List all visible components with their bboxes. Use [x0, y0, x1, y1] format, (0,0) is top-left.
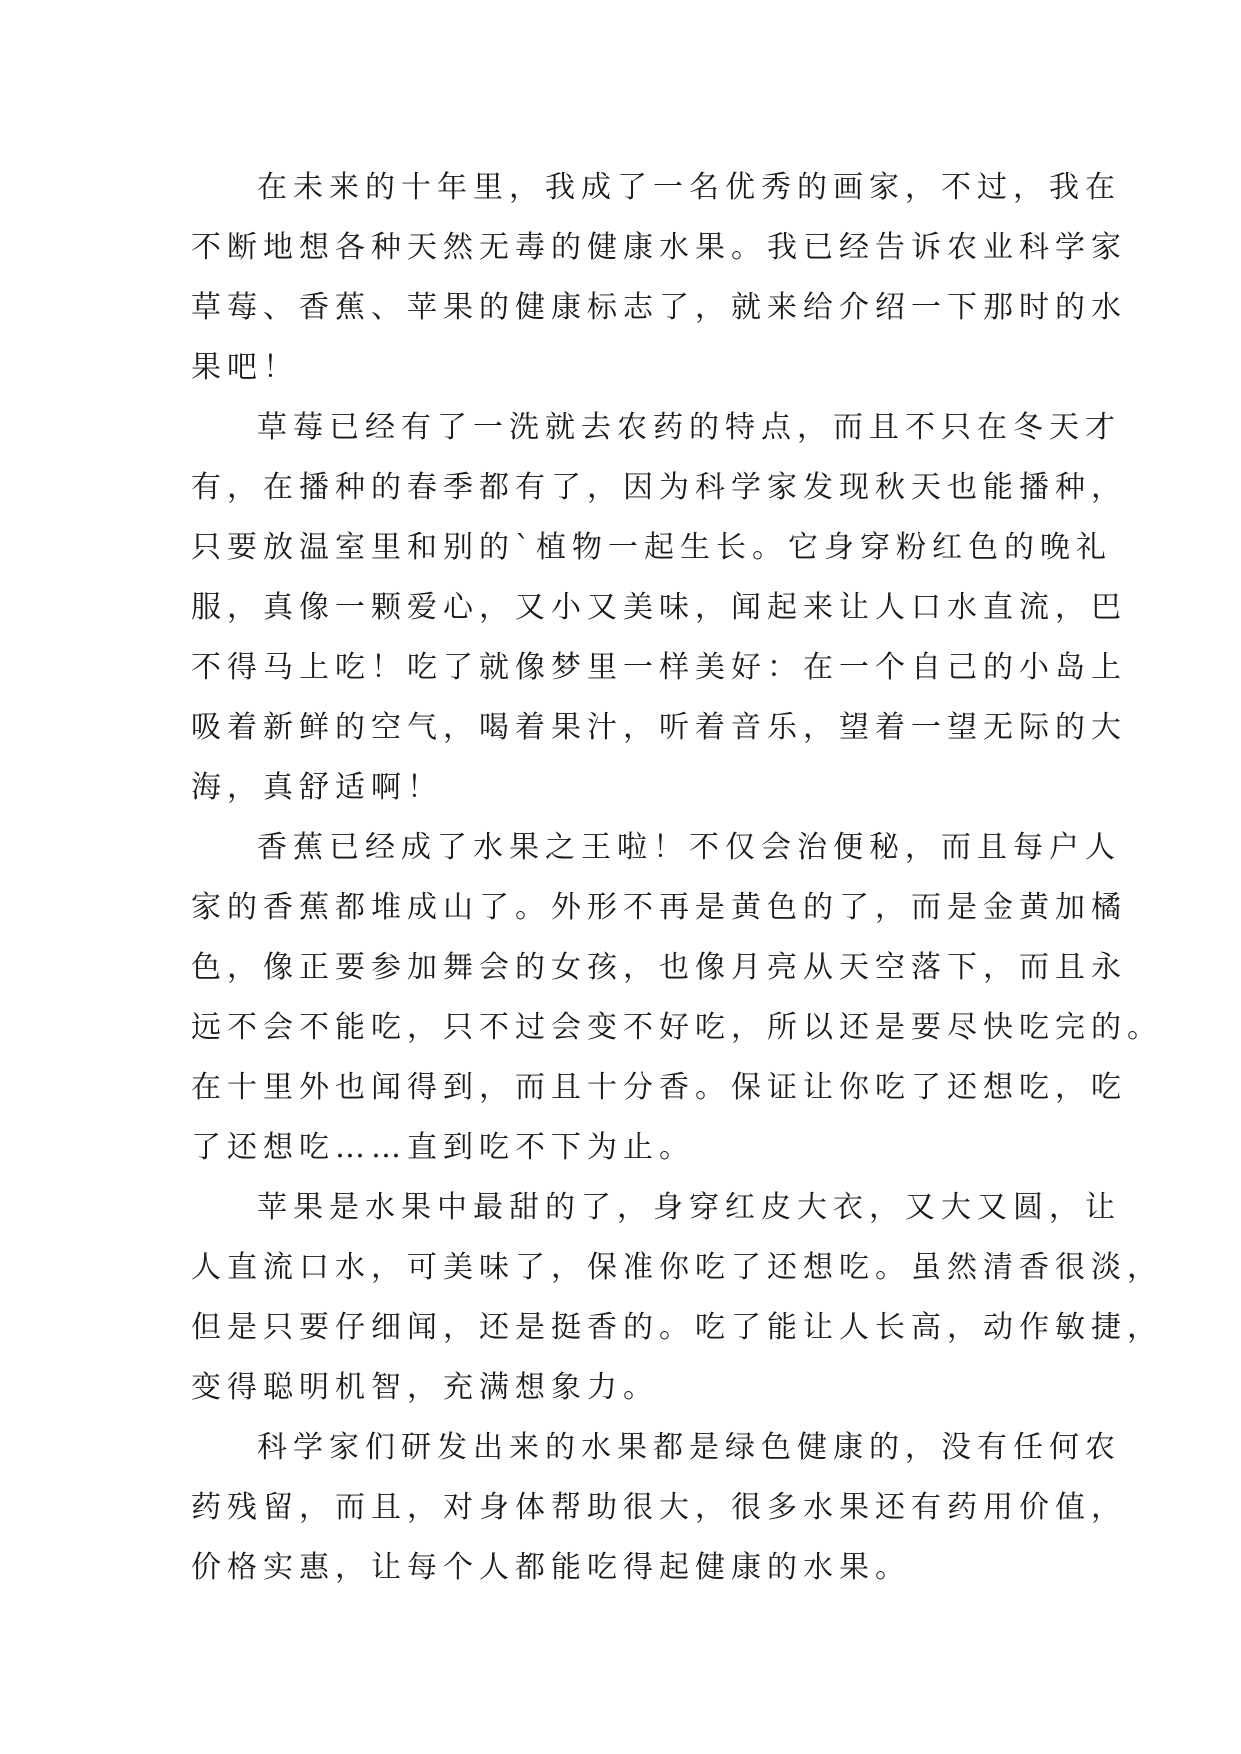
paragraph-1 — [191, 158, 1127, 398]
text-line: 不断地想各种天然无毒的健康水果。我已经告诉农业科学家 — [191, 230, 1127, 265]
text-line: 吸着新鲜的空气，喝着果汁，听着音乐，望着一望无际的大 — [191, 710, 1127, 745]
text-line: 在未来的十年里，我成了一名优秀的画家，不过，我在 — [257, 170, 1121, 205]
text-line: 海，真舒适啊！ — [191, 770, 443, 805]
text-line: 草莓、香蕉、苹果的健康标志了，就来给介绍一下那时的水 — [191, 290, 1127, 325]
text-line: 草莓已经有了一洗就去农药的特点，而且不只在冬天才 — [257, 410, 1121, 445]
text-line: 变得聪明机智，充满想象力。 — [191, 1370, 659, 1405]
text-line: 远不会不能吃，只不过会变不好吃，所以还是要尽快吃完的。 — [191, 1010, 1163, 1045]
text-line: 家的香蕉都堆成山了。外形不再是黄色的了，而是金黄加橘 — [191, 890, 1127, 925]
paragraph-4 — [191, 1178, 1163, 1418]
paragraph-2 — [191, 398, 1127, 818]
text-line: 服，真像一颗爱心，又小又美味，闻起来让人口水直流，巴 — [191, 590, 1127, 625]
text-line: 只要放温室里和别的`植物一起生长。它身穿粉红色的晚礼 — [191, 530, 1112, 565]
paragraph-3 — [191, 818, 1163, 1178]
text-line: 但是只要仔细闻，还是挺香的。吃了能让人长高，动作敏捷， — [191, 1310, 1163, 1345]
text-line: 了还想吃……直到吃不下为止。 — [191, 1130, 695, 1165]
text-line: 果吧！ — [191, 350, 299, 385]
text-line: 在十里外也闻得到，而且十分香。保证让你吃了还想吃，吃 — [191, 1070, 1127, 1105]
text-line: 人直流口水，可美味了，保准你吃了还想吃。虽然清香很淡， — [191, 1250, 1163, 1285]
text-line: 色，像正要参加舞会的女孩，也像月亮从天空落下，而且永 — [191, 950, 1127, 985]
text-line: 香蕉已经成了水果之王啦！不仅会治便秘，而且每户人 — [257, 830, 1121, 865]
text-line: 不得马上吃！吃了就像梦里一样美好：在一个自己的小岛上 — [191, 650, 1127, 685]
essay-body — [191, 158, 1163, 1598]
paragraph-5 — [191, 1418, 1127, 1598]
text-line: 苹果是水果中最甜的了，身穿红皮大衣，又大又圆，让 — [257, 1190, 1121, 1225]
text-line: 药残留，而且，对身体帮助很大，很多水果还有药用价值， — [191, 1490, 1127, 1525]
text-line: 有，在播种的春季都有了，因为科学家发现秋天也能播种， — [191, 470, 1127, 505]
text-line: 科学家们研发出来的水果都是绿色健康的，没有任何农 — [257, 1430, 1121, 1465]
text-line: 价格实惠，让每个人都能吃得起健康的水果。 — [191, 1550, 911, 1585]
